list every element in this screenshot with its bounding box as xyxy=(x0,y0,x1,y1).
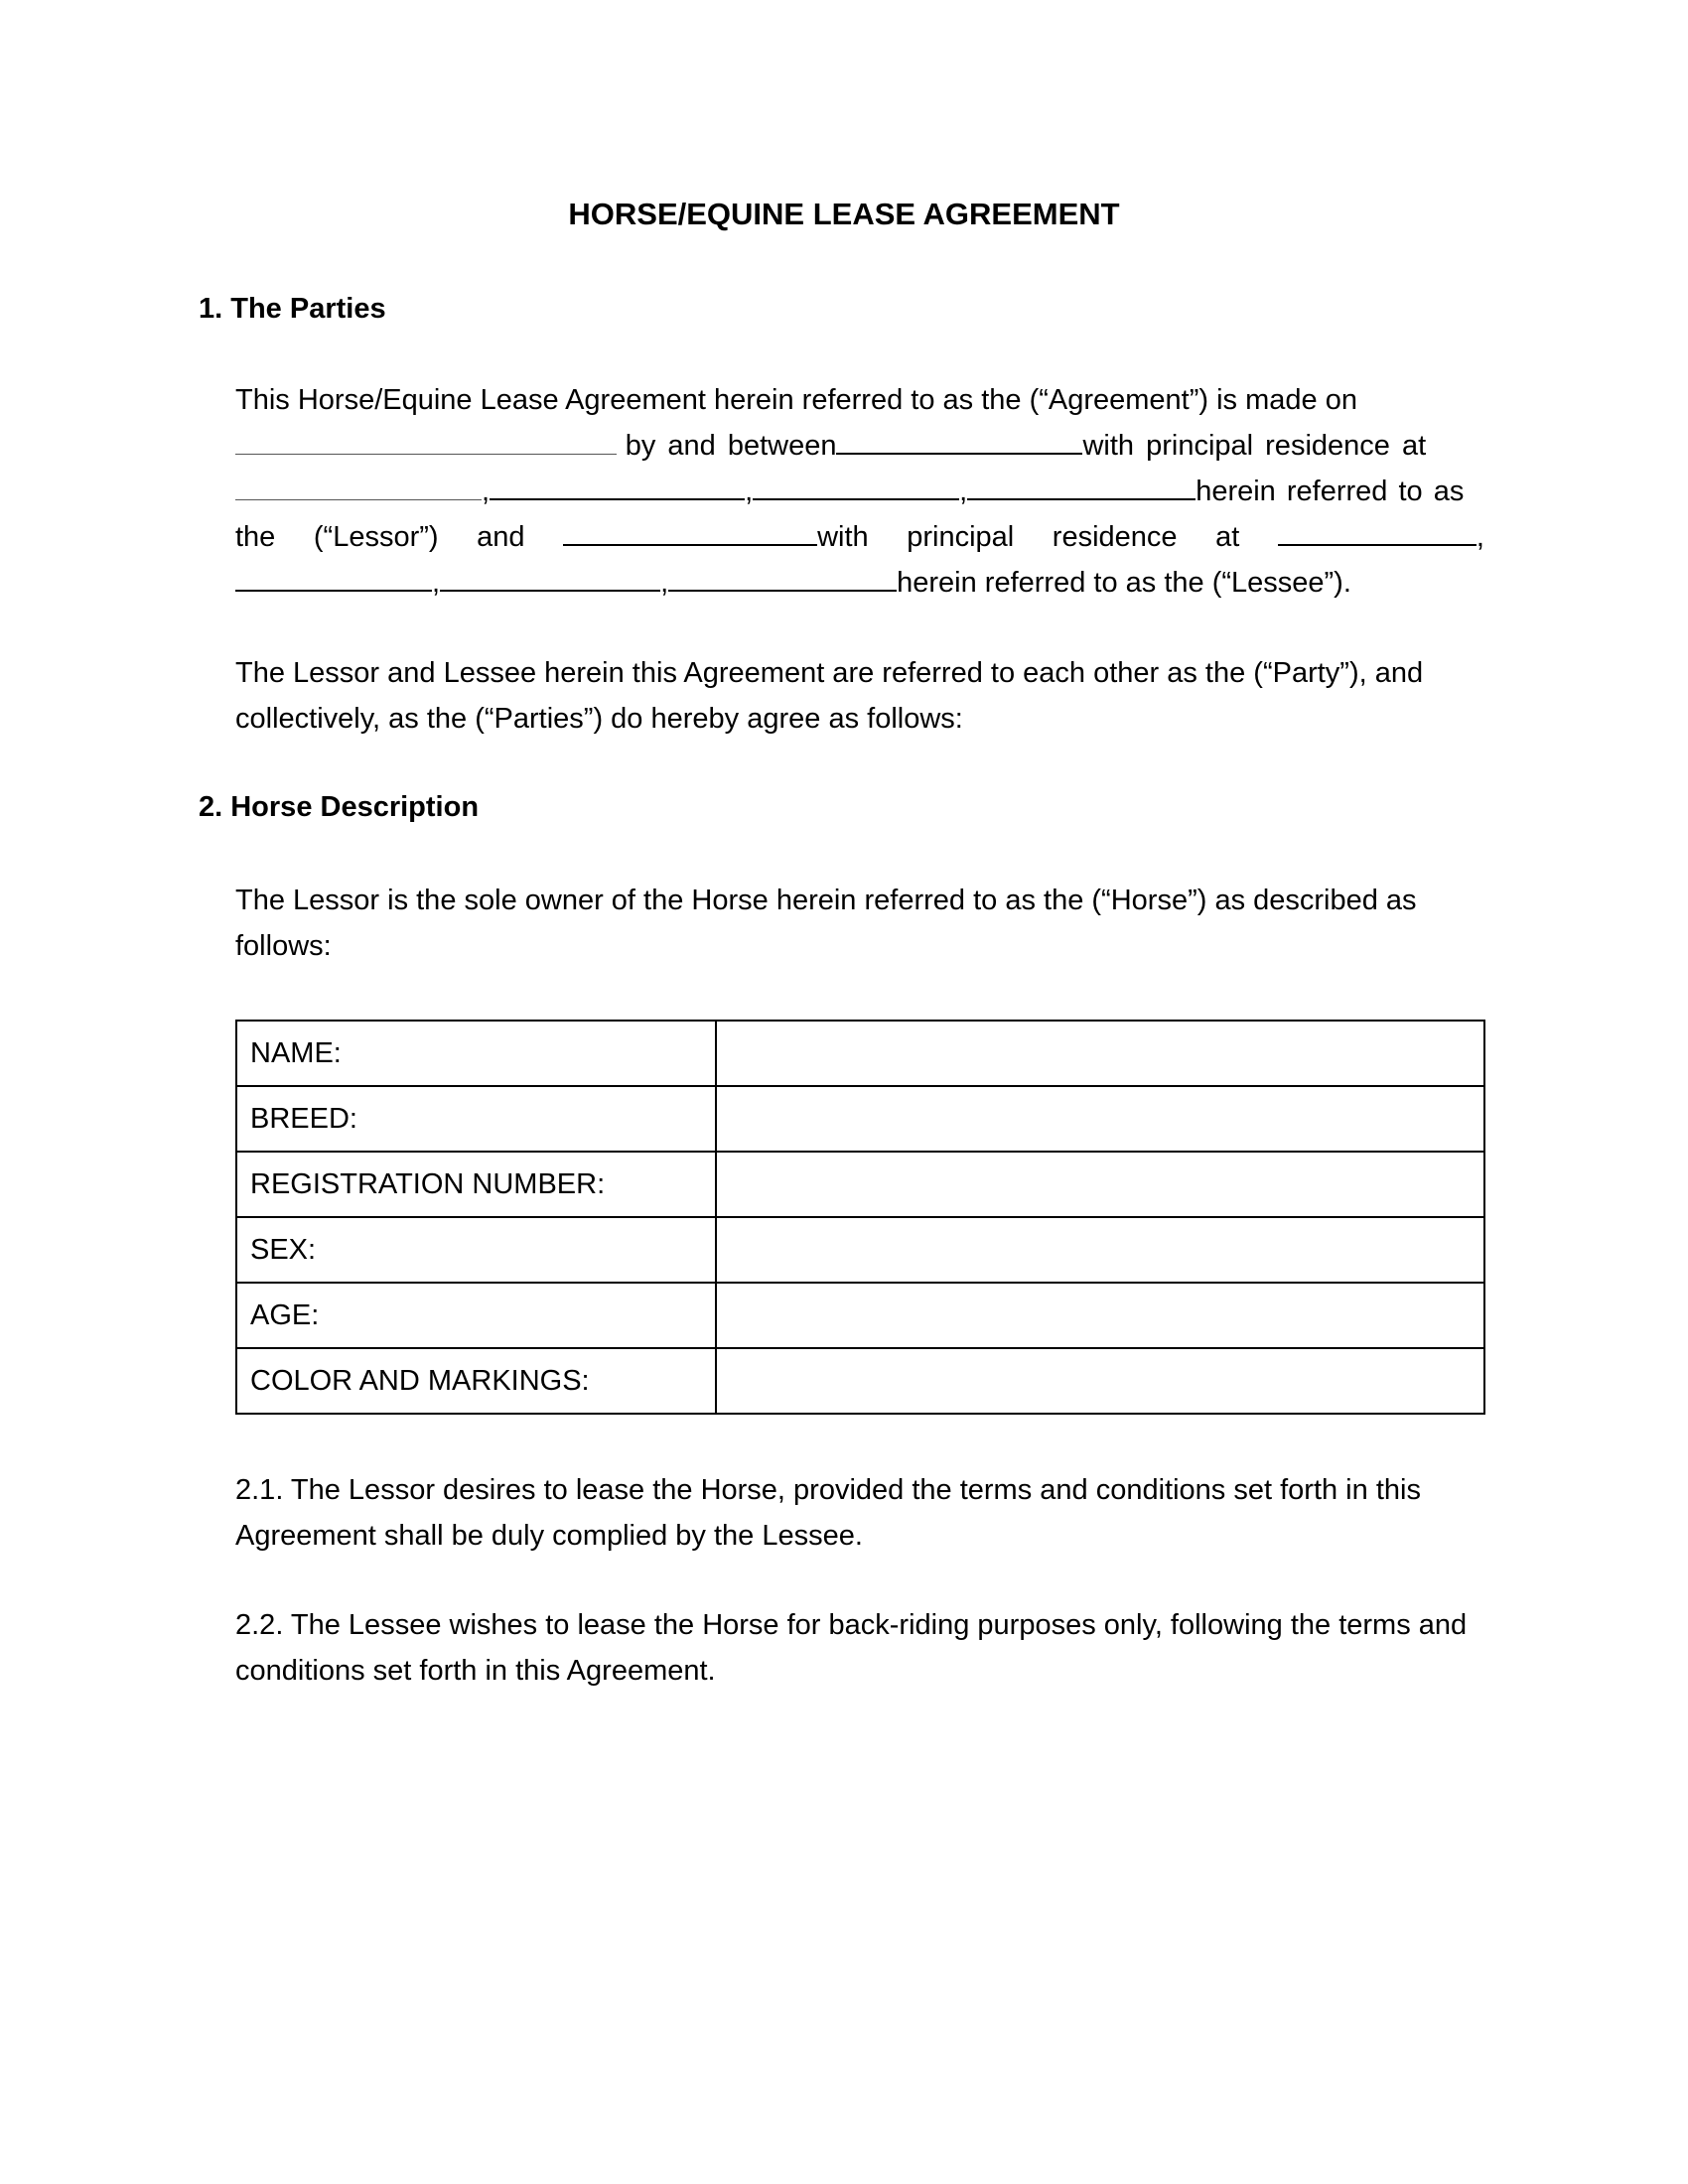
horse-name-value[interactable] xyxy=(716,1021,1484,1086)
lessee-address-blank-3[interactable] xyxy=(440,560,660,592)
lessor-with-residence-text: with principal residence at xyxy=(1082,430,1427,462)
table-row xyxy=(236,1348,1484,1414)
parties-line-2 xyxy=(235,423,1484,469)
principal-word: principal xyxy=(907,521,1015,553)
parties-line-1-text: This Horse/Equine Lease Agreement herein referred to as the (“Agreement”) is made on xyxy=(235,384,1357,416)
lessee-herein-text: herein referred to as the (“Lessee”). xyxy=(897,567,1351,599)
horse-age-label: AGE: xyxy=(236,1283,716,1348)
horse-registration-value[interactable] xyxy=(716,1152,1484,1217)
parties-line-4 xyxy=(235,514,1484,560)
horse-breed-label: BREED: xyxy=(236,1086,716,1152)
lessee-address-blank-1[interactable] xyxy=(1278,514,1477,546)
lessor-address-blank-1[interactable] xyxy=(235,470,482,500)
table-row xyxy=(236,1152,1484,1217)
horse-sex-label: SEX: xyxy=(236,1217,716,1283)
parties-definition-paragraph: The Lessor and Lessee herein this Agreement are referred to each other as the (“Party”), and collectively, as the (“Parties”) do hereby agree as follows: xyxy=(235,657,1424,735)
lessor-term: (“Lessor”) xyxy=(313,521,439,553)
horse-name-label: NAME: xyxy=(236,1021,716,1086)
comma-separator: , xyxy=(1476,521,1484,553)
table-row xyxy=(236,1086,1484,1152)
lessor-herein-text: herein referred to as xyxy=(1196,476,1465,507)
parties-line-5 xyxy=(235,560,1484,606)
horse-description-table xyxy=(235,1020,1485,1415)
horse-color-markings-label: COLOR AND MARKINGS: xyxy=(236,1348,716,1414)
lessee-name-blank[interactable] xyxy=(563,514,817,546)
with-word: with xyxy=(817,521,869,553)
lessor-address-blank-3[interactable] xyxy=(753,469,959,500)
document-title: HORSE/EQUINE LEASE AGREEMENT xyxy=(568,197,1120,231)
table-row xyxy=(236,1021,1484,1086)
lessee-address-blank-4[interactable] xyxy=(668,560,897,592)
comma-separator: , xyxy=(660,567,669,599)
parties-line-3 xyxy=(235,469,1484,514)
clause-2-2: 2.2. The Lessee wishes to lease the Horse for back-riding purposes only, following the terms and conditions set forth in this Agreement. xyxy=(235,1609,1468,1687)
the-word: the xyxy=(235,521,276,553)
horse-color-markings-value[interactable] xyxy=(716,1348,1484,1414)
comma-separator: , xyxy=(432,567,441,599)
residence-word: residence xyxy=(1052,521,1178,553)
parties-line-1 xyxy=(235,377,1484,423)
comma-separator: , xyxy=(959,476,968,507)
and-word: and xyxy=(477,521,525,553)
by-between-text: by and between xyxy=(625,430,837,462)
section-heading-parties: 1. The Parties xyxy=(199,293,386,325)
parties-paragraph xyxy=(235,377,1484,606)
comma-separator: , xyxy=(745,476,754,507)
lessor-address-blank-2[interactable] xyxy=(490,469,745,500)
at-word: at xyxy=(1215,521,1240,553)
horse-breed-value[interactable] xyxy=(716,1086,1484,1152)
horse-registration-label: REGISTRATION NUMBER: xyxy=(236,1152,716,1217)
comma-separator: , xyxy=(482,476,491,507)
lessor-name-blank[interactable] xyxy=(836,423,1082,455)
horse-intro-paragraph: The Lessor is the sole owner of the Horse herein referred to as the (“Horse”) as described as follows: xyxy=(235,885,1417,962)
horse-sex-value[interactable] xyxy=(716,1217,1484,1283)
section-heading-horse-description: 2. Horse Description xyxy=(199,791,480,823)
table-row xyxy=(236,1217,1484,1283)
lessor-address-blank-4[interactable] xyxy=(967,469,1196,500)
agreement-date-blank[interactable] xyxy=(235,424,617,455)
clause-2-1: 2.1. The Lessor desires to lease the Horse, provided the terms and conditions set forth in this Agreement shall be duly complied by the Lessee. xyxy=(235,1474,1421,1552)
lessee-address-blank-2[interactable] xyxy=(235,560,432,592)
horse-age-value[interactable] xyxy=(716,1283,1484,1348)
table-row xyxy=(236,1283,1484,1348)
